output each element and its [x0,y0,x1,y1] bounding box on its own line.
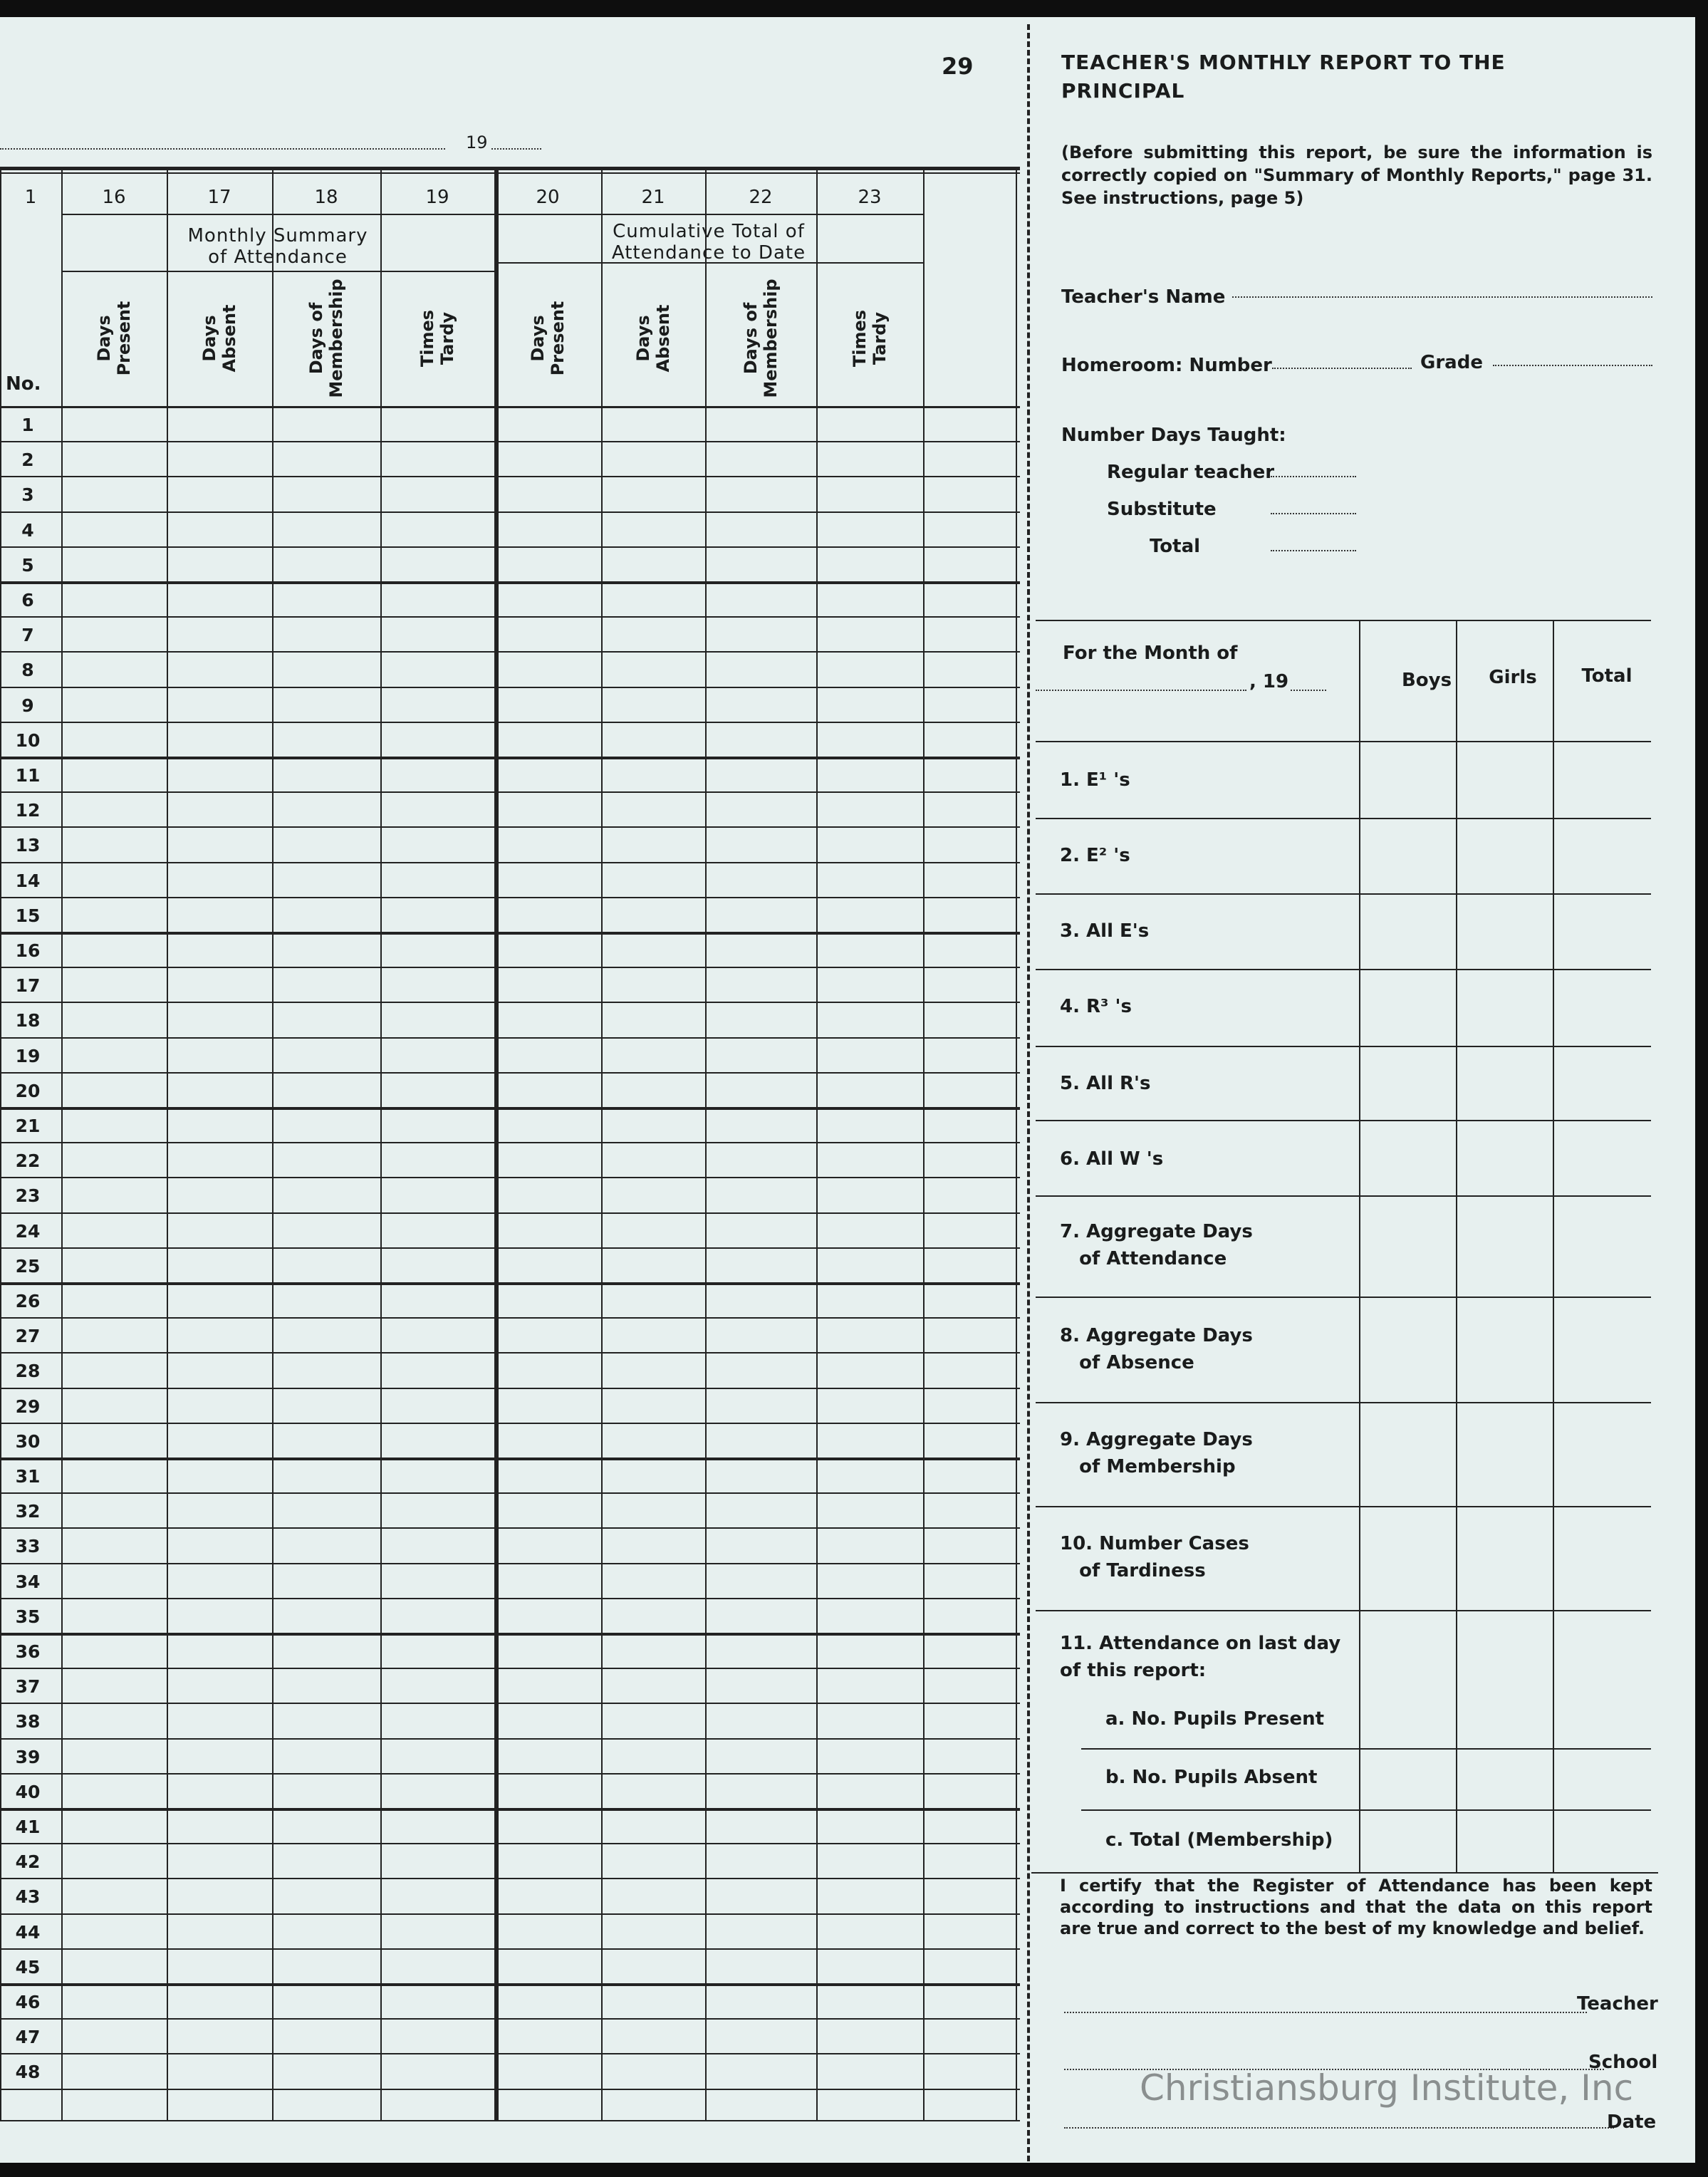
row-number: 9 [21,695,34,716]
homeroom-label: Homeroom: Number [1061,355,1272,376]
row-rule [0,1002,1020,1003]
report-item [1060,993,1359,1020]
row-rule [0,651,1020,653]
subcolumn-header: Days of Membership [741,279,781,398]
no-column-label: No. [6,373,41,395]
report-item-label: E¹ 's [1086,769,1130,791]
column-number: 1 [24,187,37,208]
row-number: 10 [15,729,41,751]
report-item [1060,918,1359,945]
report-item-label: R³ 's [1086,996,1132,1017]
row-rule [0,616,1020,618]
report-row-rule [1036,1297,1651,1298]
row-rule [0,1633,1020,1636]
row-rule [0,1282,1020,1285]
report-row-rule [1036,1402,1651,1403]
substitute-field[interactable] [1271,513,1356,514]
column-number: 17 [207,187,231,208]
report-table-top [1036,620,1651,621]
sub-item-present: a. No. Pupils Present [1105,1708,1325,1730]
extra-row-rule [0,2120,1020,2121]
report-item-label: Aggregate Days of Absence [1079,1325,1253,1373]
group-rule [61,271,494,272]
row-rule [0,2089,1020,2090]
row-rule [0,757,1020,759]
row-rule [0,1668,1020,1669]
row-rule [0,511,1020,513]
year-blank [491,148,541,150]
grade-field[interactable] [1493,365,1652,366]
row-rule [0,932,1020,935]
row-number: 34 [15,1571,41,1592]
grid-column-rule [272,167,274,2120]
total-days-label: Total [1150,536,1201,557]
grid-column-rule [923,167,925,2120]
row-rule [0,441,1020,442]
subcolumn-header: Times Tardy [850,309,890,368]
row-rule [0,1388,1020,1389]
row-number: 44 [15,1921,41,1943]
row-number: 42 [15,1851,41,1873]
grid-column-rule [380,167,382,2120]
report-item-label: Aggregate Days of Attendance [1079,1221,1253,1269]
row-rule [0,1317,1020,1319]
month-label: For the Month of [1063,643,1238,664]
header-bottom-rule [0,406,1020,408]
row-rule [0,1458,1020,1460]
row-rule [0,1212,1020,1214]
monthly-report-panel [1031,17,1695,2163]
report-item [1060,1630,1359,1684]
report-item-number: 4. [1060,996,1087,1017]
row-rule [0,1247,1020,1249]
row-number: 7 [21,625,34,646]
row-number: 29 [15,1396,41,1417]
row-number: 46 [15,1992,41,2012]
report-item-number: 5. [1060,1073,1087,1094]
row-number: 32 [15,1501,41,1522]
perforation-line [1027,24,1030,2161]
row-number: 33 [15,1536,41,1557]
column-number: 21 [641,187,665,208]
subcolumn-header: Days Absent [199,304,239,373]
row-rule [0,2018,1020,2020]
row-number: 40 [15,1781,41,1802]
report-title [1061,48,1506,105]
row-rule [0,1773,1020,1775]
date-label: Date [1607,2111,1657,2133]
report-item [1060,1070,1359,1097]
row-number: 23 [15,1185,41,1207]
row-number: 45 [15,1956,41,1978]
subcolumn-header: Days Absent [633,304,673,373]
report-item-number: 3. [1060,920,1087,942]
row-rule [0,687,1020,688]
row-number: 18 [15,1010,41,1032]
grid-column-rule [61,167,63,2120]
row-number: 19 [15,1045,41,1066]
column-number: 20 [536,187,560,208]
report-item-number: 7. [1060,1221,1087,1242]
row-rule [0,546,1020,548]
row-rule [0,1703,1020,1704]
row-number: 28 [15,1361,41,1382]
row-number: 12 [15,800,41,821]
report-row-rule [1036,818,1651,819]
col-girls-header: Girls [1489,667,1537,688]
row-rule [0,1352,1020,1354]
row-rule [0,1492,1020,1494]
row-number: 16 [15,940,41,961]
row-rule [0,1948,1020,1950]
report-item-label: E² 's [1086,845,1130,866]
row-number: 25 [15,1255,41,1277]
grid-right-edge [1016,167,1017,2120]
row-rule [0,897,1020,898]
row-number: 39 [15,1746,41,1767]
row-rule [0,1738,1020,1740]
report-item-number: 8. [1060,1325,1087,1346]
report-row-rule [1036,1195,1651,1197]
grid-column-rule [494,167,499,2120]
row-number: 31 [15,1466,41,1487]
subcolumn-header: Days of Membership [306,279,346,398]
teacher-signature-label: Teacher [1577,1993,1658,2015]
grid-column-rule [705,167,707,2120]
month-year-field[interactable] [1291,690,1326,691]
date-blank [0,148,445,150]
report-sub-rule [1081,1748,1651,1750]
sub-item-absent: b. No. Pupils Absent [1105,1767,1318,1788]
row-rule [0,1878,1020,1879]
grade-label: Grade [1420,352,1483,373]
row-number: 35 [15,1606,41,1627]
row-number: 15 [15,905,41,926]
report-item-number: 2. [1060,845,1087,866]
column-number: 23 [858,187,882,208]
row-number: 5 [21,554,34,576]
row-rule [0,1913,1020,1915]
row-number: 36 [15,1641,41,1662]
row-number: 2 [21,450,34,471]
report-item [1060,1322,1359,1376]
row-number: 41 [15,1817,41,1837]
report-item-label: All W 's [1086,1148,1164,1170]
regular-teacher-label: Regular teacher [1107,462,1275,483]
attendance-register-grid [0,167,1020,2140]
report-row-rule [1036,969,1651,970]
month-year-prefix: , 19 [1249,671,1289,692]
watermark: Christiansburg Institute, Inc [1140,2067,1634,2109]
days-taught-label: Number Days Taught: [1061,425,1286,446]
report-instructions: (Before submitting this report, be sure the information is correctly copied on "Summary of Monthly Reports," page 31. See instructions, page 5) [1061,142,1652,208]
report-table-bottom [1031,1872,1658,1874]
row-rule [0,1142,1020,1143]
row-number: 14 [15,870,41,891]
homeroom-number-field[interactable] [1272,368,1412,369]
grid-top-rule [0,167,1020,170]
date-year-prefix: 19 [466,133,488,152]
row-number: 3 [21,484,34,506]
girls-column-rule [1456,620,1457,1872]
row-number: 27 [15,1326,41,1347]
report-item [1060,1426,1359,1480]
row-number: 1 [21,415,34,435]
regular-teacher-field[interactable] [1271,476,1356,477]
report-item-number: 11. [1060,1633,1100,1654]
report-title-line1: TEACHER'S MONTHLY REPORT TO THE [1061,51,1506,74]
report-item-label: Attendance on last day of this report: [1060,1633,1341,1681]
total-days-field[interactable] [1271,550,1356,551]
row-number: 13 [15,835,41,856]
row-number: 37 [15,1676,41,1698]
column-number: 18 [314,187,338,208]
report-sub-rule [1081,1809,1651,1811]
row-rule [0,1107,1020,1110]
grid-column-rule [601,167,603,2120]
report-item-number: 10. [1060,1533,1100,1554]
row-number: 6 [21,590,34,611]
grid-top-rule-inner [0,172,1020,174]
group-cumulative-total: Cumulative Total of Attendance to Date [611,221,806,264]
row-rule [0,1808,1020,1811]
row-rule [0,1563,1020,1564]
column-number: 16 [102,187,126,208]
grid-column-rule [167,167,168,2120]
report-item-label: Number Cases of Tardiness [1079,1533,1249,1581]
row-rule [0,862,1020,863]
report-row-rule [1036,1046,1651,1047]
report-row-rule [1036,1610,1651,1611]
report-row-rule [1036,1506,1651,1507]
teacher-name-field[interactable] [1232,296,1652,298]
substitute-label: Substitute [1107,499,1217,520]
report-item-label: All R's [1086,1073,1151,1094]
report-header-bottom [1036,741,1651,742]
row-number: 43 [15,1886,41,1908]
date-field[interactable] [1064,2127,1614,2129]
report-item [1060,1530,1359,1584]
column-number-rule [61,214,923,215]
row-number: 11 [15,765,41,786]
report-row-rule [1036,1120,1651,1121]
boys-column-rule [1359,620,1360,1872]
teacher-signature-field[interactable] [1064,2012,1587,2013]
report-item [1060,767,1359,794]
col-boys-header: Boys [1401,670,1452,691]
sub-item-total: c. Total (Membership) [1105,1829,1333,1851]
row-number: 4 [21,519,34,541]
row-rule [0,791,1020,793]
row-number: 21 [15,1116,41,1136]
report-item-label: Aggregate Days of Membership [1079,1429,1253,1477]
subcolumn-header: Days Present [528,301,568,376]
certification-statement: I certify that the Register of Attendance has been kept according to instructions and that the data on this report are true and correct to the best of my knowledge and belief. [1060,1876,1652,1938]
row-rule [0,581,1020,584]
row-rule [0,1423,1020,1424]
teacher-name-label: Teacher's Name [1061,286,1226,308]
grid-column-rule [816,167,818,2120]
report-item-number: 1. [1060,769,1087,791]
subcolumn-header: Days Present [94,301,134,376]
row-rule [0,1843,1020,1844]
row-rule [0,1177,1020,1178]
report-item-number: 9. [1060,1429,1087,1450]
row-number: 17 [15,975,41,997]
row-number: 24 [15,1220,41,1242]
col-total-header: Total [1581,665,1633,687]
row-number: 20 [15,1080,41,1101]
row-number: 26 [15,1291,41,1311]
row-rule [0,1037,1020,1039]
report-item-label: All E's [1086,920,1150,942]
row-rule [0,1527,1020,1529]
column-number: 19 [425,187,449,208]
row-rule [0,476,1020,477]
page-number: 29 [942,53,974,80]
row-number: 38 [15,1711,41,1732]
row-rule [0,1598,1020,1599]
school-label: School [1588,2052,1658,2073]
row-number: 8 [21,660,34,681]
form-sheet [0,17,1695,2163]
report-title-line2: PRINCIPAL [1061,79,1185,103]
row-rule [0,1983,1020,1986]
report-item [1060,1218,1359,1272]
report-item [1060,1145,1359,1173]
row-number: 47 [15,2027,41,2048]
row-rule [0,2053,1020,2054]
column-number: 22 [749,187,773,208]
row-rule [0,826,1020,828]
report-row-rule [1036,893,1651,895]
row-rule [0,967,1020,968]
report-item [1060,842,1359,869]
row-number: 48 [15,2062,41,2083]
total-column-rule [1553,620,1554,1872]
group-monthly-summary: Monthly Summary of Attendance [187,225,368,268]
report-item-number: 6. [1060,1148,1087,1170]
subcolumn-header: Times Tardy [417,309,457,368]
row-number: 30 [15,1430,41,1452]
month-field[interactable] [1036,690,1246,691]
row-number: 22 [15,1150,41,1172]
row-rule [0,722,1020,723]
row-rule [0,1072,1020,1074]
